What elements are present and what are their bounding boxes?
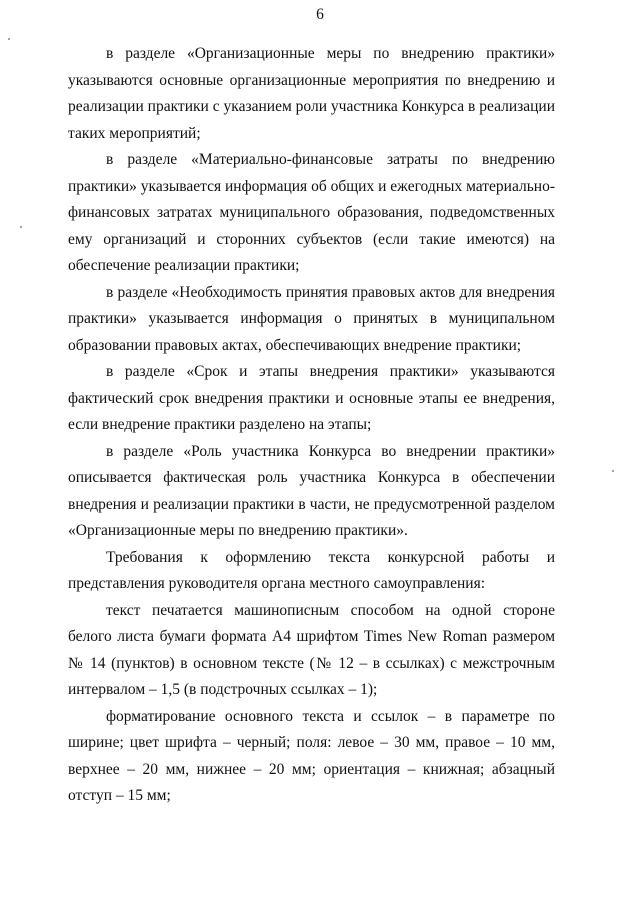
- paragraph-organizational-measures: в разделе «Организационные меры по внедрению практики» указываются основные организационные мероприятия по внедрению и реализации практики с указанием роли участника Конкурса в реализации таких мероприятий;: [68, 45, 555, 142]
- page-number: 6: [316, 6, 324, 23]
- scan-speck: [612, 470, 614, 472]
- document-body: [68, 41, 555, 810]
- scan-speck: [20, 226, 22, 228]
- paragraph-legal-acts: в разделе «Необходимость принятия правовых актов для внедрения практики» указывается информация о принятых в муниципальном образовании правовых актах, обеспечивающих внедрение практики;: [68, 283, 555, 354]
- scan-speck: [8, 38, 10, 40]
- paragraph-typing-rules: текст печатается машинописным способом на одной стороне белого листа бумаги формата А4 шрифтом Times New Roman размером № 14 (пунктов) в основном тексте (№ 12 – в ссылках) с межстрочным интервалом – 1,5 (в подстрочных ссылках – 1);: [68, 601, 555, 698]
- paragraph-formatting-params: форматирование основного текста и ссылок – в параметре по ширине; цвет шрифта – черный; поля: левое – 30 мм, правое – 10 мм, верхнее – 20 мм, нижнее – 20 мм; ориентация – книжная; абзацный отступ – 15 мм;: [68, 707, 555, 804]
- paragraph-participant-role: в разделе «Роль участника Конкурса во внедрении практики» описывается фактическая роль участника Конкурса в обеспечении внедрения и реализации практики в части, не предусмотренной разделом «Организационные меры по внедрению практики».: [68, 442, 555, 539]
- paragraph-terms-stages: в разделе «Срок и этапы внедрения практики» указываются фактический срок внедрения практики и основные этапы ее внедрения, если внедрение практики разделено на этапы;: [68, 363, 555, 433]
- paragraph-formatting-requirements: Требования к оформлению текста конкурсной работы и представления руководителя органа местного самоуправления:: [68, 548, 555, 592]
- paragraph-financial-costs: в разделе «Материально-финансовые затраты по внедрению практики» указывается информация об общих и ежегодных материально-финансовых затратах муниципального образования, подведомственных ему организаций и сторонних субъектов (если такие имеются) на обеспечение реализации практики;: [68, 151, 555, 274]
